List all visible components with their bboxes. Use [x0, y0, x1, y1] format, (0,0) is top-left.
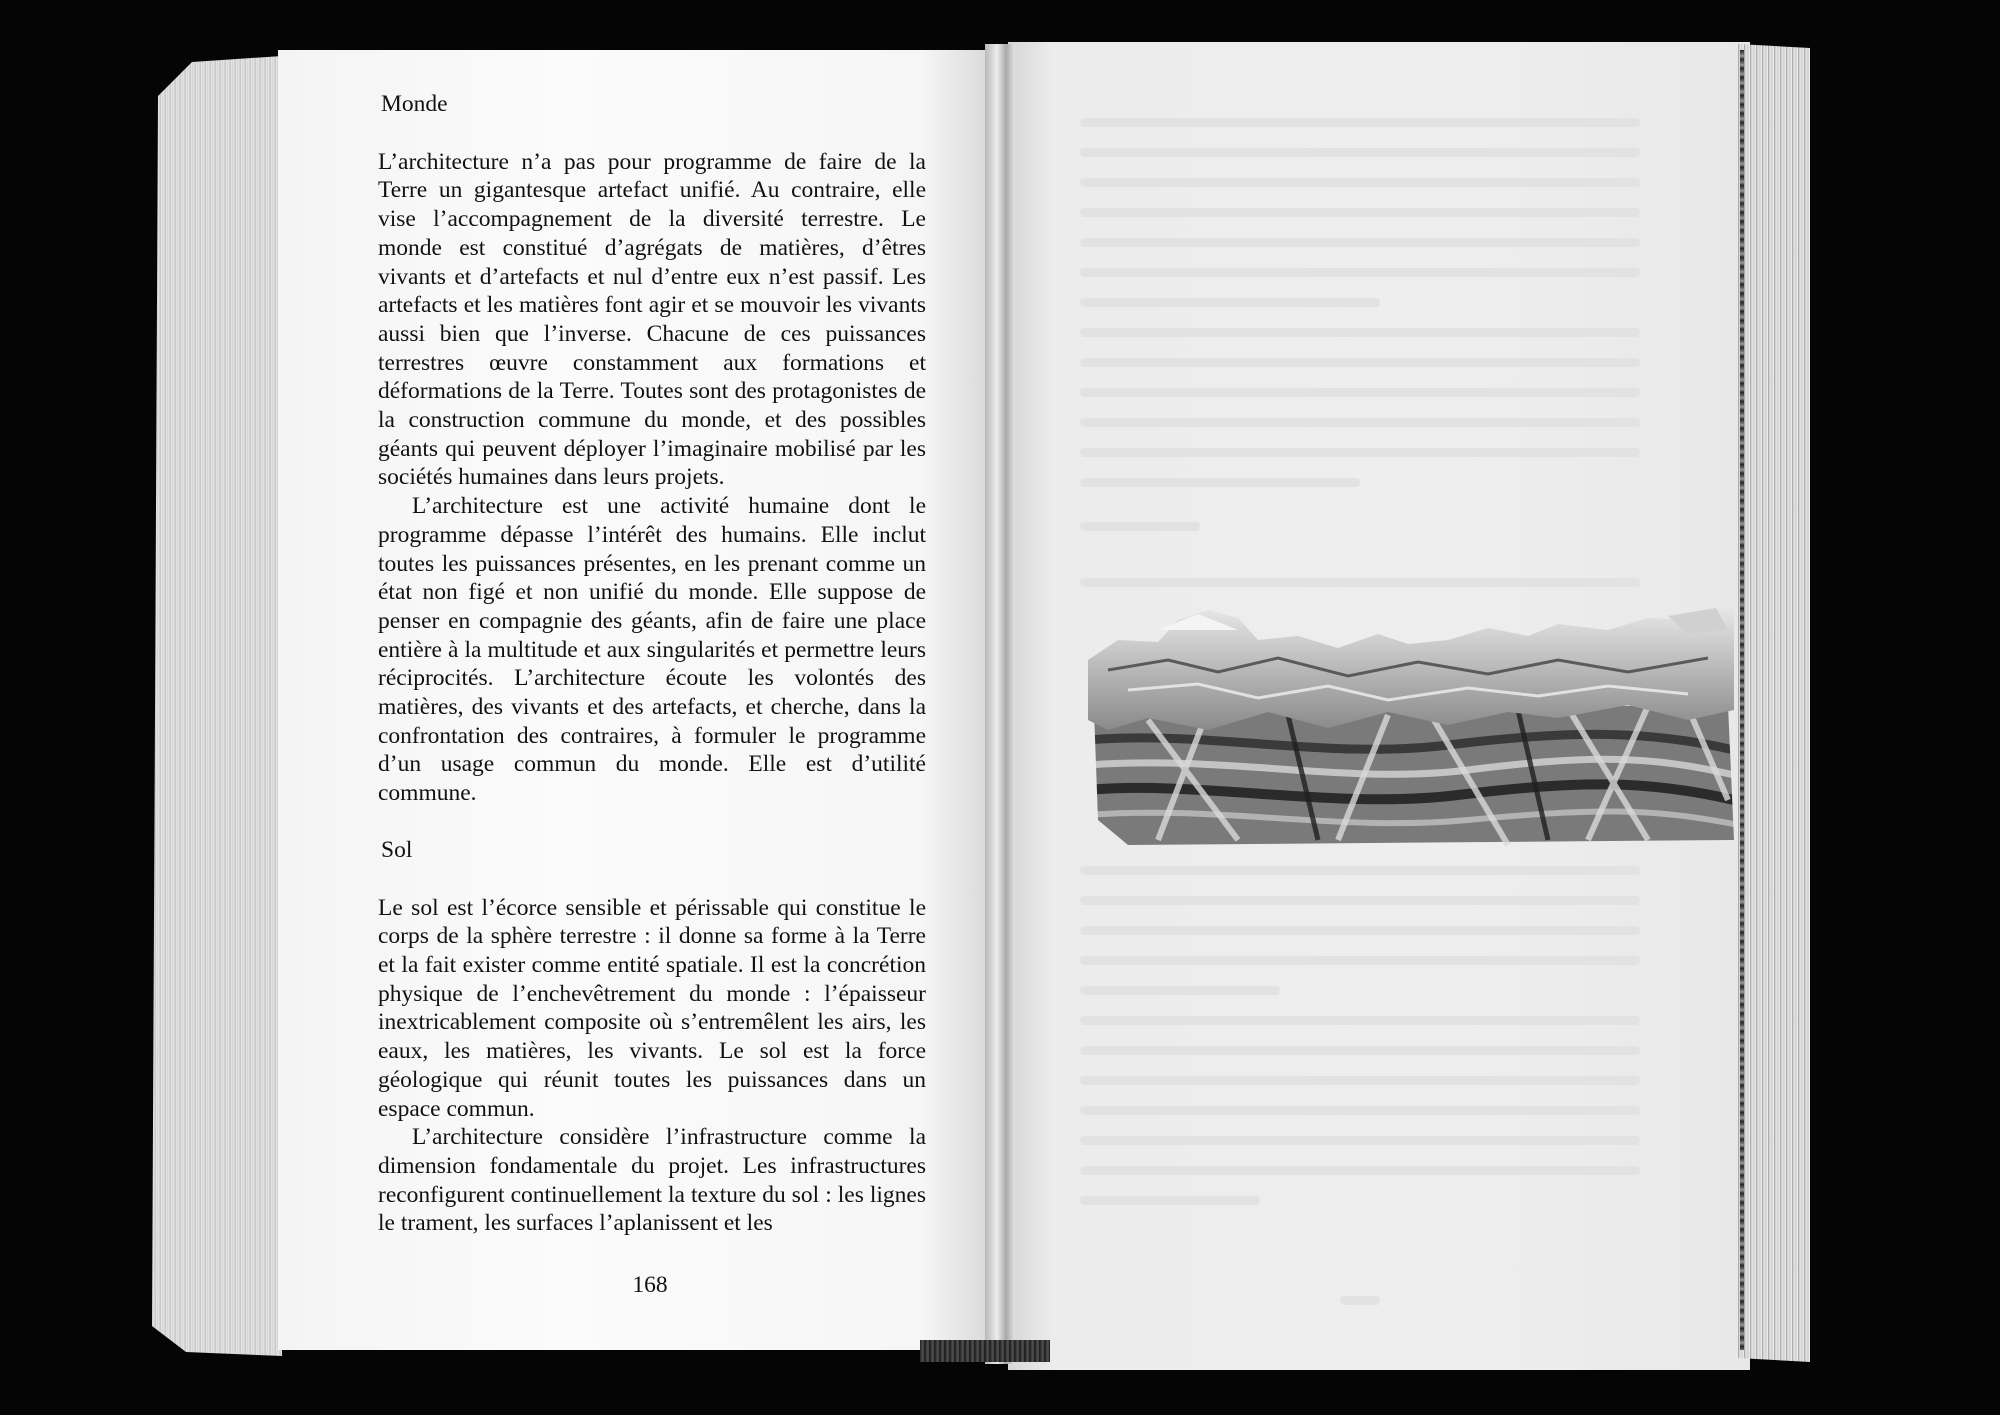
show-through-line [1080, 986, 1280, 995]
show-through-line [1080, 896, 1640, 905]
show-through-line [1080, 956, 1640, 965]
show-through-line [1080, 178, 1640, 187]
paragraph-sol-1: Le sol est l’écorce sensible et périssable qui constitue le corps de la sphère terrestre : il donne sa forme à la Terre et la fait exister comme entité spatiale. Il est la concrétion physique de l’enchevêtrement du monde : l’épaisseur inextricablement composite où s’entremêlent les airs, les eaux, les matières, les vivants. Le sol est la force géologique qui réunit toutes les puissances dans un espace commun. [378, 894, 926, 1122]
show-through-line [1080, 388, 1640, 397]
show-through-line [1080, 208, 1640, 217]
show-through-line [1080, 1106, 1640, 1115]
paragraph-monde-1: L’architecture n’a pas pour programme de faire de la Terre un gigantesque artefact unifié. Au contraire, elle vise l’accompagnement de la diversité terrestre. Le monde est constitué d’agrégats de matières, d’êtres vivants et d’artefacts et nul d’entre eux n’est passif. Les artefacts et les matières font agir et se mouvoir les vivants aussi bien que l’inverse. Chacune de ces puissances terrestres œuvre constamment aux formations et déformations de la Terre. Toutes sont des protagonistes de la construction commune du monde, et des possibles géants qui peuvent déployer l’imaginaire mobilisé par les sociétés humaines dans leurs projets. [378, 148, 926, 491]
show-through-line [1080, 238, 1640, 247]
show-through-line [1080, 418, 1640, 427]
show-through-page-number [1340, 1296, 1380, 1305]
right-page-block-edges [1738, 44, 1810, 1362]
spine-foot [920, 1340, 1050, 1362]
section-heading-sol: Sol [381, 836, 413, 863]
paragraph-monde-2: L’architecture est une activité humaine dont le programme dépasse l’intérêt des humains. Elle inclut toutes les puissances présentes, en les prenant comme un état non figé et non unifié du monde. Elle suppose de penser en compagnie des géants, afin de faire une place entière à la multitude et aux singularités et permettre leurs réciprocités. L’architecture écoute les volontés des matières, des vivants et des artefacts, et cherche, dans la confrontation des contraires, à formuler le programme d’un usage commun du monde. Elle est d’utilité commune. [378, 493, 926, 807]
show-through-line [1080, 866, 1640, 875]
show-through-line [1080, 1076, 1640, 1085]
left-page-block-edges [152, 56, 282, 1356]
show-through-line [1080, 1016, 1640, 1025]
book-gutter [985, 44, 1015, 1364]
show-through-line [1080, 1166, 1640, 1175]
page-number: 168 [632, 1272, 668, 1298]
right-edge-line [1740, 50, 1744, 1350]
paragraph-sol-2: L’architecture considère l’infrastructure comme la dimension fondamentale du projet. Les infrastructures reconfigurent continuellement la texture du sol : les lignes le trament, les surfaces l’aplanissent et les [378, 1124, 926, 1237]
show-through-line [1080, 578, 1640, 587]
show-through-line [1080, 1046, 1640, 1055]
show-through-line [1080, 522, 1200, 531]
geological-cross-section-image [1088, 600, 1734, 850]
show-through-line [1080, 358, 1640, 367]
show-through-line [1080, 298, 1380, 307]
show-through-line [1080, 148, 1640, 157]
show-through-line [1080, 268, 1640, 277]
section-heading-monde: Monde [381, 91, 448, 117]
show-through-line [1080, 448, 1640, 457]
show-through-line [1080, 926, 1640, 935]
show-through-line [1080, 478, 1360, 487]
show-through-line [1080, 1196, 1260, 1205]
show-through-line [1080, 118, 1640, 127]
show-through-line [1080, 328, 1640, 337]
show-through-line [1080, 1136, 1640, 1145]
left-page-text [378, 90, 926, 1238]
